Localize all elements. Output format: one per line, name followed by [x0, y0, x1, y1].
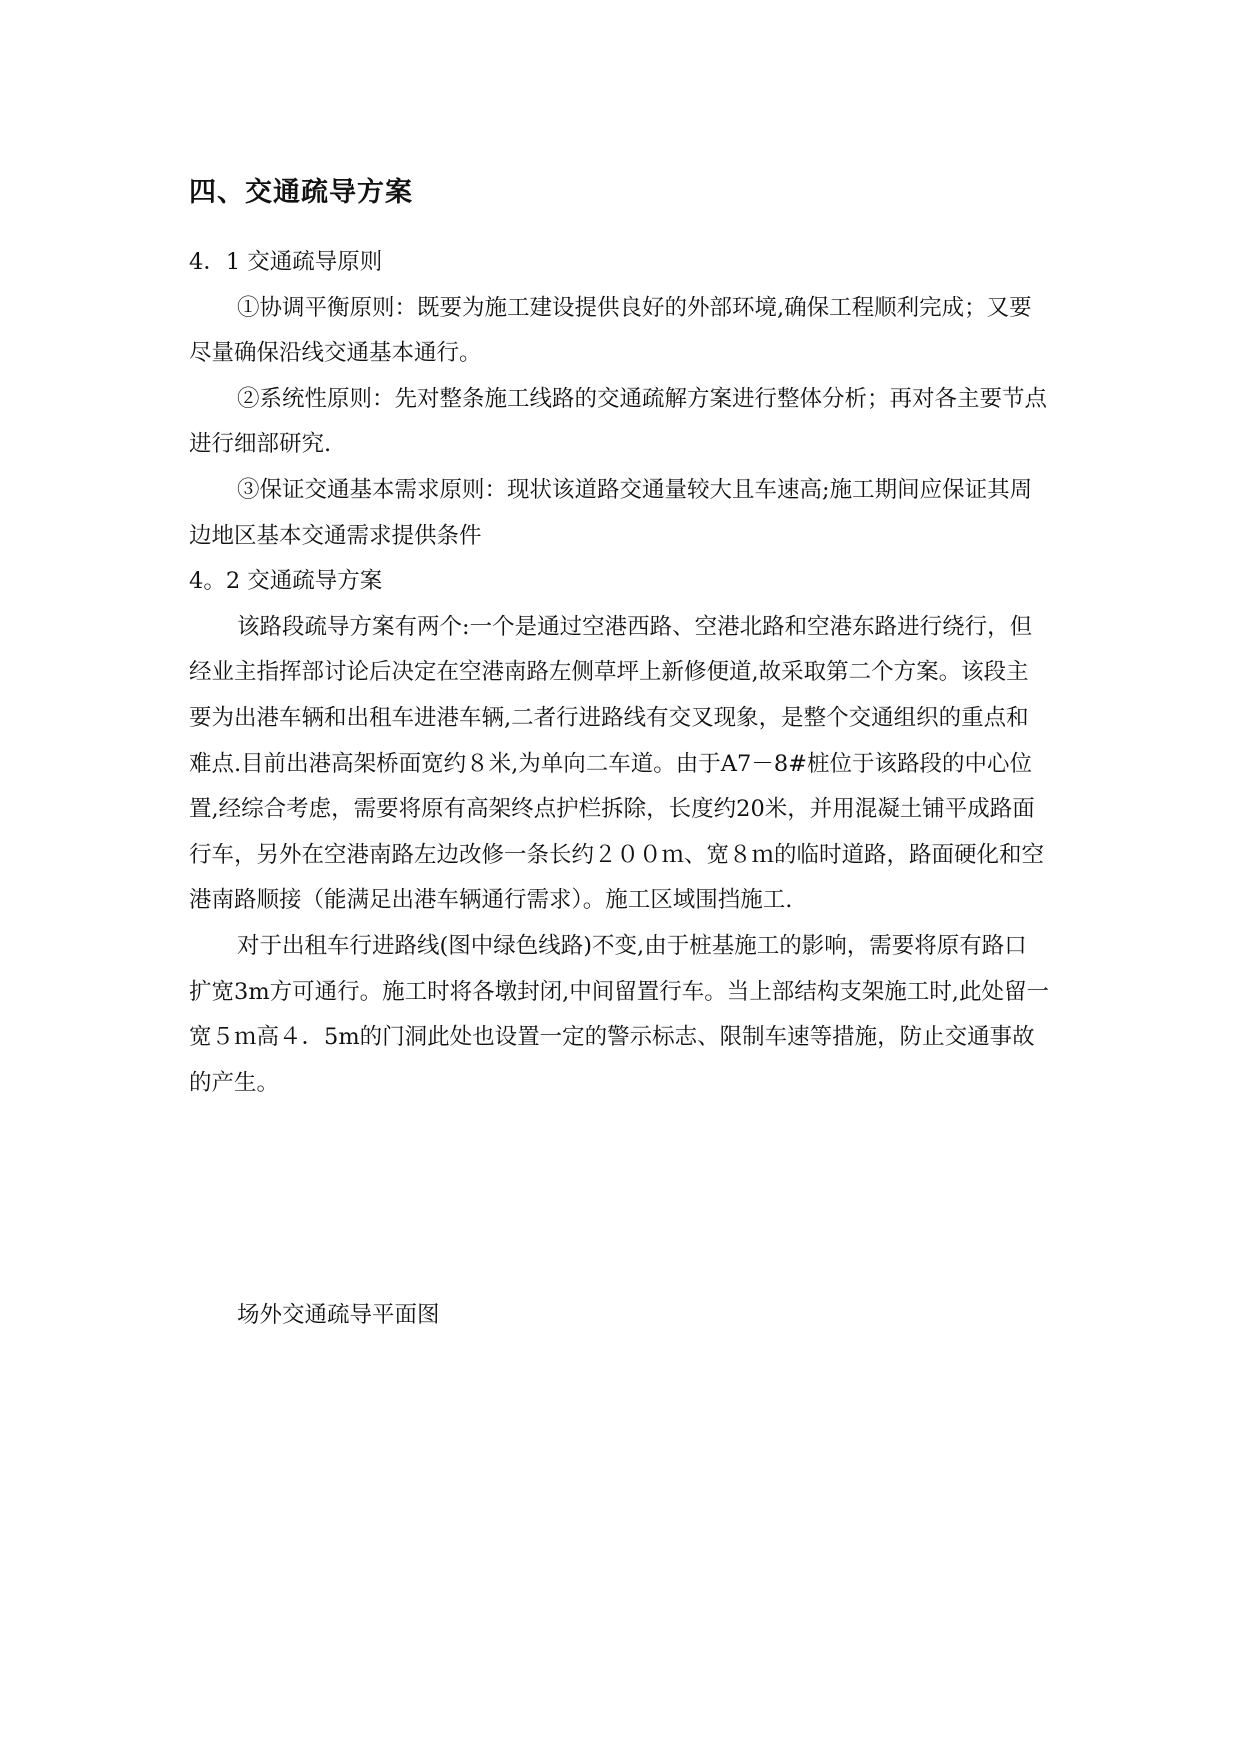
- plan-paragraph-1: 该路段疏导方案有两个:一个是通过空港西路、空港北路和空港东路进行绕行，但经业主指挥部讨论后决定在空港南路左侧草坪上新修便道,故采取第二个方案。该段主要为出港车辆和出租车进港车辆,二者行进路线有交叉现象，是整个交通组织的重点和难点.目前出港高架桥面宽约８米,为单向二车道。由于A7－8#桩位于该路段的中心位置,经综合考虑，需要将原有高架终点护栏拆除，长度约20米，并用混凝土铺平成路面行车，另外在空港南路左边改修一条长约２００ｍ、宽８ｍ的临时道路，路面硬化和空港南路顺接（能满足出港车辆通行需求）。施工区域围挡施工.: [189, 613, 1045, 914]
- principle-paragraph-3: ③保证交通基本需求原则：现状该道路交通量较大且车速高;施工期间应保证其周边地区基本交通需求提供条件: [189, 476, 1033, 549]
- section-heading-4-2: 4。2 交通疏导方案: [189, 568, 383, 595]
- principle-paragraph-2: ②系统性原则：先对整条施工线路的交通疏解方案进行整体分析；再对各主要节点进行细部研究.: [189, 385, 1048, 458]
- figure-caption: 场外交通疏导平面图: [237, 1302, 440, 1328]
- plan-paragraph-2: 对于出租车行进路线(图中绿色线路)不变,由于桩基施工的影响，需要将原有路口扩宽3m方可通行。施工时将各墩封闭,中间留置行车。当上部结构支架施工时,此处留一宽５ｍ高４．5m的门洞此处也设置一定的警示标志、限制车速等措施，防止交通事故的产生。: [189, 932, 1049, 1096]
- principle-paragraph-1: ①协调平衡原则：既要为施工建设提供良好的外部环境,确保工程顺利完成；又要尽量确保沿线交通基本通行。: [189, 294, 1032, 367]
- document-body: [189, 240, 1049, 1106]
- section-heading-4-1: 4．1 交通疏导原则: [189, 249, 383, 275]
- page-title: 四、交通疏导方案: [189, 177, 413, 208]
